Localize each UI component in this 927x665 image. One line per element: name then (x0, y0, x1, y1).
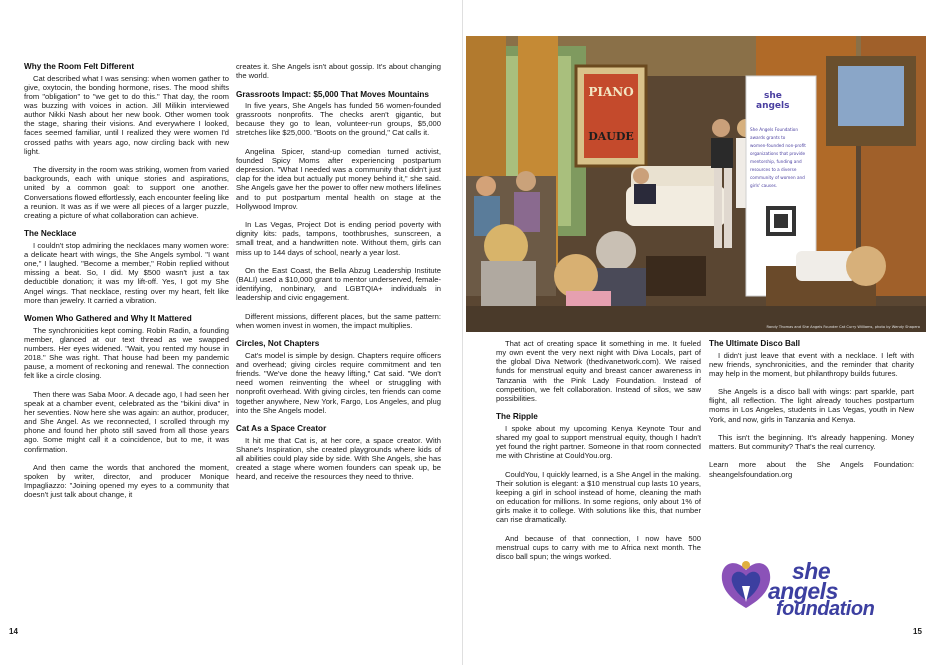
banner-line-1: She Angels Foundation (750, 127, 799, 132)
paragraph-learn-more: Learn more about the She Angels Foundation: sheangelsfoundation.org (709, 460, 914, 479)
right-column-1 (496, 339, 701, 570)
right-column-2 (709, 339, 914, 488)
paragraph: Angelina Spicer, stand-up comedian turned activist, founded Spicy Moms after experiencing postpartum depression. "What I needed was a community that didn't just clap for the idea but actually put money behind it," she said. She Angels gave her the power to offer new mothers lifelines and to put postpartum mental health on stage at the Hollywood Improv. (236, 146, 441, 211)
heading-grassroots-impact: Grassroots Impact: $5,000 That Moves Mountains (236, 89, 429, 99)
left-page (0, 0, 463, 665)
banner-line-6: resources to a diverse (750, 167, 797, 172)
paragraph: And because of that connection, I now have 500 menstrual cups to carry with me to Africa next month. The disco ball spun; the wings worked. (496, 533, 701, 562)
paragraph: On the East Coast, the Bella Abzug Leadership Institute (BALI) used a $10,000 grant to mentor underserved, female-identifying, nonbinary, and LGBTQIA+ individuals in leadership and civic engagement. (236, 265, 441, 303)
paragraph: The synchronicities kept coming. Robin Radin, a founding member, glanced at our text thread as we swapped numbers. Her eyes widened. "Wait, you rented my house in 2018." She was right. That house had been my pandemic pause, a moment of reckoning and renewal. The connection felt like a circle closing. (24, 325, 229, 381)
event-photo (466, 36, 926, 332)
paragraph: That act of creating space lit something in me. It fueled my own event the very next night with Diva Locals, part of the global Diva Network (thedivanetwork.com). We raised funds for menstrual equity and breast cancer awareness in Tanzania with the Pink Lady Foundation. Instead of competition, we felt collaboration. Instead of silos, we saw possibilities. (496, 339, 701, 403)
paragraph: In Las Vegas, Project Dot is ending period poverty with dignity kits: pads, tampons, toothbrushes, sunscreen, a small treat, and a handwritten note. Without them, girls can miss up to 144 days of school, nearly a year lost. (236, 220, 441, 257)
logo-she: she (792, 558, 831, 584)
left-column-2 (236, 62, 441, 490)
painting-text-2: DAUDE (588, 130, 634, 143)
banner-line-7: community of women and (750, 175, 805, 180)
svg-text:angels: angels (756, 101, 790, 111)
left-column-1 (24, 62, 229, 509)
heading-circles-not-chapters: Circles, Not Chapters (236, 339, 320, 349)
banner-logo-text: she (764, 91, 782, 101)
logo-foundation: foundation (776, 598, 875, 620)
banner-line-2: awards grants to (750, 135, 786, 140)
heading-ultimate-disco-ball: The Ultimate Disco Ball (709, 339, 800, 348)
paragraph: CouldYou, I quickly learned, is a She Angel in the making. Their solution is elegant: a $10 menstrual cup lasts 10 years, keeping a girl in school instead of home, cleaning the math on education for millions. In some regions, only about 1% of girls make it to college. With solutions like this, that number can rise dramatically. (496, 469, 701, 525)
paragraph: Cat's model is simple by design. Chapters require officers and overhead; giving circles require commitment and ten friends. "We've done the heavy lifting," Cat said. "We don't need women reinventing the wheel or struggling with nonprofit overhead. With giving circles, ten friends can come together anywhere, New York, Fargo, Los Angeles, and plug into the She Angels model. (236, 350, 441, 415)
paragraph: This isn't the beginning. It's already happening. Money matters. But community? That's the real currency. (709, 432, 914, 452)
heading-the-ripple: The Ripple (496, 412, 538, 422)
paragraph: I couldn't stop admiring the necklaces many women wore: a delicate heart with wings, the She Angels symbol. "I want one," I laughed. "Become a member," Robin replied without missing a beat. So, I did. My $500 wasn't just a tax deductible donation; it was my lift-off. Yes, I got my She Angel wings. That necklace, resting over my heart, felt like more than jewelry. It carried a vibration. (24, 240, 229, 305)
paragraph: Different missions, different places, but the same pattern: when women invest in women, the impact multiplies. (236, 311, 441, 330)
heading-cat-as-space-creator: Cat As a Space Creator (236, 424, 327, 433)
banner-line-4: organizations that provide (750, 151, 806, 156)
paragraph: Cat described what I was sensing: when women gather to give, oxytocin, the bonding hormone, rises. The mood shifts from "obligation" to "we get to do this." That day, the room was buzzing with voices in action. Jill Milikin interviewed author Nikki Nash about her new book. Other women took the stage, sharing their visions. And everywhere I looked, faces seemed familiar, until I realized they were women I'd crossed paths with years ago, now circling back with new light. (24, 73, 229, 156)
paragraph: It hit me that Cat is, at her core, a space creator. With Shane's Inspiration, she created playgrounds where kids of all abilities could play side by side. With She Angels, she has created a stage where women founders can speak up, be heard, and receive the resources they need to thrive. (236, 435, 441, 482)
paragraph: The diversity in the room was striking, women from varied backgrounds, each with unique stories and aspirations, united by a common goal: to support one another. Conversations flowed effortlessly, each encounter feeling like a reunion. It was as if we were all pieces of a larger puzzle, creating a picture of what collaboration can achieve. (24, 165, 229, 220)
page-number-left: 14 (9, 627, 18, 636)
paragraph: Then there was Saba Moor. A decade ago, I had seen her speak at a chamber event, celebrated as the "bikini diva" in her seventies. Now here she was again: an author, producer, and She Angel. As we reconnected, I scrolled through my phone and found her photo still saved from all those years ago. Some might call it a coincidence, but to me, it was confirmation. (24, 389, 229, 454)
banner-line-8: girls' causes. (750, 183, 778, 188)
paragraph: In five years, She Angels has funded 56 women-founded grassroots nonprofits. The checks aren't gigantic, but because they go to lean, volunteer-run groups, $5,000 stretches like $25,000. "Boots on the ground," Cat calls it. (236, 101, 441, 138)
paragraph: And then came the words that anchored the moment, spoken by writer, director, and producer Monique Impagliazzo: "Joining opened my eyes to a community that doesn't just talk about change, it (24, 462, 229, 500)
heading-the-necklace: The Necklace (24, 229, 77, 239)
heading-why-room-felt-different: Why the Room Felt Different (24, 62, 135, 71)
banner-line-5: mentorship, funding and (750, 159, 802, 164)
event-photo-illustration (466, 36, 926, 332)
paragraph: creates it. She Angels isn't about gossip. It's about changing the world. (236, 62, 441, 81)
banner-line-3: women-founded non-profit (750, 143, 806, 148)
logo-angels: angels (768, 578, 838, 604)
page-number-right: 15 (913, 627, 922, 636)
heading-women-who-gathered: Women Who Gathered and Why It Mattered (24, 314, 192, 323)
she-angels-logo (716, 556, 886, 620)
paragraph: She Angels is a disco ball with wings: part sparkle, part flight, all reflection. The light already touches postpartum moms in Los Angeles, students in Las Vegas, youth in New York, and now, girls in Tanzania and Kenya. (709, 387, 914, 424)
angel-wings-icon (716, 556, 776, 616)
paragraph: I didn't just leave that event with a necklace. I left with new friends, synchronicities, and the reminder that charity may help in the moment, but philanthropy builds futures. (709, 350, 914, 378)
painting-text-1: PIANO (588, 85, 634, 99)
paragraph: I spoke about my upcoming Kenya Keynote Tour and shared my goal to support menstrual equity, though I hadn't yet found the right partner. Someone in that room connected me with Christine at CouldYou.org. (496, 423, 701, 461)
photo-caption: Randy Thomas and She Angels Founder Cat Curry Williams, photo by Wendy Shapero (766, 325, 920, 329)
